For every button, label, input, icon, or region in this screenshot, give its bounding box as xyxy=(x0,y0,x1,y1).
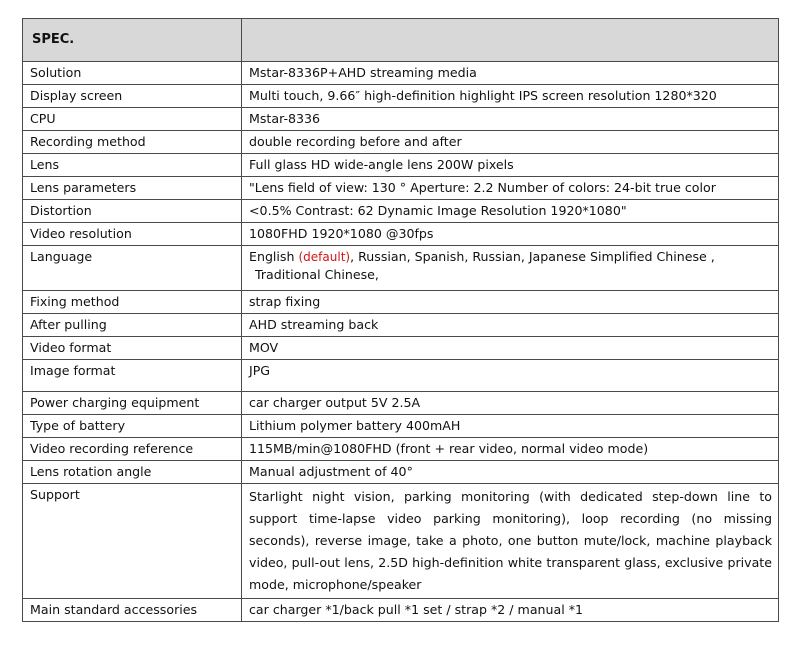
language-value xyxy=(242,246,779,291)
default-tag: (default) xyxy=(298,250,351,264)
row-value: Full glass HD wide-angle lens 200W pixels xyxy=(242,154,779,177)
table-row xyxy=(23,291,779,314)
row-label: Language xyxy=(23,246,242,291)
row-label: Fixing method xyxy=(23,291,242,314)
table-row-accessories xyxy=(23,599,779,622)
table-row xyxy=(23,461,779,484)
row-label: Video format xyxy=(23,337,242,360)
table-row xyxy=(23,154,779,177)
table-row xyxy=(23,85,779,108)
row-label: Lens xyxy=(23,154,242,177)
row-value: Lithium polymer battery 400mAH xyxy=(242,415,779,438)
row-label: After pulling xyxy=(23,314,242,337)
row-value: "Lens field of view: 130 ° Aperture: 2.2 Number of colors: 24-bit true color xyxy=(242,177,779,200)
row-value: 1080FHD 1920*1080 @30fps xyxy=(242,223,779,246)
spec-header-value xyxy=(242,19,779,62)
table-row-language xyxy=(23,246,779,291)
row-label: Recording method xyxy=(23,131,242,154)
row-value: Manual adjustment of 40° xyxy=(242,461,779,484)
table-row xyxy=(23,438,779,461)
support-text: Starlight night vision, parking monitoring (with dedicated step-down line to support time-lapse video parking monitoring), loop recording (no missing seconds), reverse image, take a photo, one button mute/lock, machine playback video, pull-out lens, 2.5D high-definition white transparent glass, exclusive private mode, microphone/speaker xyxy=(249,489,772,592)
spec-title: SPEC. xyxy=(23,19,242,62)
row-value: strap fixing xyxy=(242,291,779,314)
table-row xyxy=(23,200,779,223)
table-row xyxy=(23,177,779,200)
table-row xyxy=(23,223,779,246)
language-line-2: Traditional Chinese, xyxy=(255,267,379,282)
row-value: Mstar-8336P+AHD streaming media xyxy=(242,62,779,85)
row-value: Multi touch, 9.66″ high-definition highlight IPS screen resolution 1280*320 xyxy=(242,85,779,108)
table-row-support xyxy=(23,484,779,599)
row-label: Video recording reference xyxy=(23,438,242,461)
row-label: Solution xyxy=(23,62,242,85)
language-english: English xyxy=(249,249,295,264)
row-value: 115MB/min@1080FHD (front + rear video, normal video mode) xyxy=(242,438,779,461)
row-value: <0.5% Contrast: 62 Dynamic Image Resolution 1920*1080" xyxy=(242,200,779,223)
table-row xyxy=(23,62,779,85)
accessories-value: car charger *1/back pull *1 set / strap *2 / manual *1 xyxy=(242,599,779,622)
row-value: JPG xyxy=(242,360,779,392)
table-row xyxy=(23,314,779,337)
table-row xyxy=(23,392,779,415)
table-row xyxy=(23,415,779,438)
table-row xyxy=(23,337,779,360)
spec-table xyxy=(22,18,779,622)
row-label: Lens rotation angle xyxy=(23,461,242,484)
row-label: Display screen xyxy=(23,85,242,108)
row-value: car charger output 5V 2.5A xyxy=(242,392,779,415)
row-label: Power charging equipment xyxy=(23,392,242,415)
row-value: AHD streaming back xyxy=(242,314,779,337)
row-value: Mstar-8336 xyxy=(242,108,779,131)
language-line-1 xyxy=(249,248,772,266)
row-label: Distortion xyxy=(23,200,242,223)
row-value: MOV xyxy=(242,337,779,360)
table-row xyxy=(23,131,779,154)
row-label: Type of battery xyxy=(23,415,242,438)
row-label: Image format xyxy=(23,360,242,392)
row-label: Main standard accessories xyxy=(23,599,242,622)
spec-header-row xyxy=(23,19,779,62)
table-row xyxy=(23,108,779,131)
row-label: Lens parameters xyxy=(23,177,242,200)
row-value: double recording before and after xyxy=(242,131,779,154)
row-label: Video resolution xyxy=(23,223,242,246)
language-list: , Russian, Spanish, Russian, Japanese Simplified Chinese , xyxy=(350,249,715,264)
row-label: Support xyxy=(23,484,242,599)
row-label: CPU xyxy=(23,108,242,131)
support-value xyxy=(242,484,779,599)
table-row xyxy=(23,360,779,392)
